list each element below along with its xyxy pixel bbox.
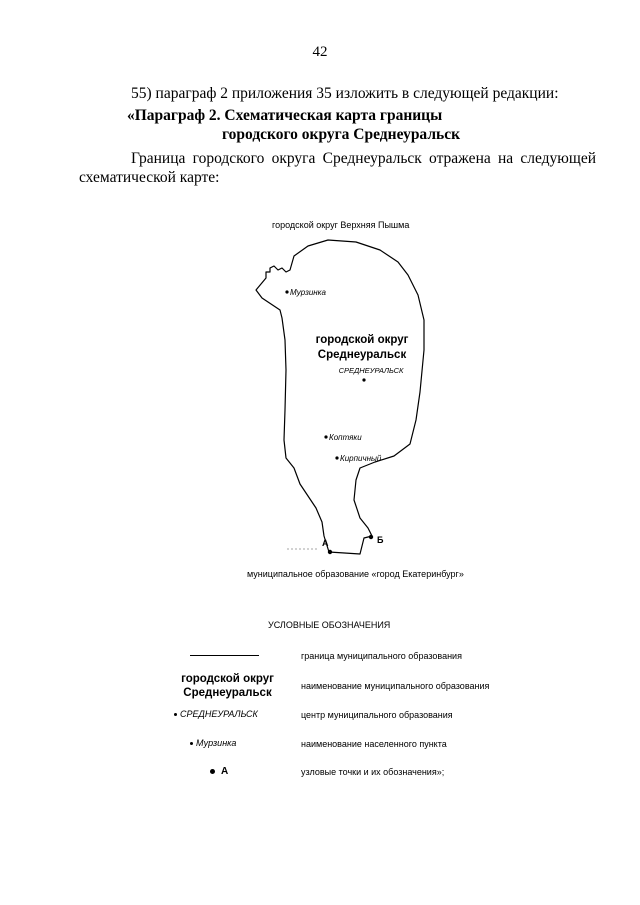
legend-title: УСЛОВНЫЕ ОБОЗНАЧЕНИЯ — [268, 620, 391, 630]
page-number: 42 — [312, 44, 328, 60]
legend-center-dot — [174, 713, 177, 716]
legend-item-center: центр муниципального образования — [301, 710, 453, 720]
neighbor-south-label: муниципальное образование «город Екатеринбург» — [247, 569, 464, 579]
legend-node-label: А — [221, 766, 229, 777]
node-label-b: Б — [377, 535, 384, 545]
district-boundary — [256, 240, 424, 554]
center-label: СРЕДНЕУРАЛЬСК — [338, 366, 404, 375]
legend-node-dot — [210, 769, 215, 774]
legend-settlement-label: Мурзинка — [196, 738, 237, 748]
legend-district-name-line-1: городской округ — [181, 673, 274, 685]
node-label-a: А — [322, 538, 329, 548]
legend-settlement-symbol — [190, 738, 236, 748]
settlement-label-koptyaki: Коптяки — [329, 433, 362, 442]
district-name-line-2: Среднеуральск — [317, 349, 407, 361]
amendment-item-text: 55) параграф 2 приложения 35 изложить в следующей редакции: — [131, 85, 559, 102]
center-dot — [362, 378, 365, 381]
node-point-a — [328, 550, 332, 554]
legend-item-district-name: наименование муниципального образования — [301, 681, 490, 691]
section-heading-line-1: «Параграф 2. Схематическая карта границы — [127, 107, 443, 124]
section-heading-line-2: городского округа Среднеуральск — [222, 126, 461, 143]
legend-node-symbol — [210, 766, 228, 777]
paragraph-line-2: схематической карте: — [79, 169, 220, 186]
settlement-dot-kirpichny — [335, 456, 338, 459]
legend-district-name-symbol — [170, 672, 285, 700]
settlement-label-kirpichny: Кирпичный — [340, 454, 382, 463]
legend-district-name-line-2: Среднеуральск — [183, 687, 272, 699]
settlement-label-murzinka: Мурзинка — [290, 288, 326, 297]
paragraph-line-1: Граница городского округа Среднеуральск отражена на следующей — [131, 150, 596, 167]
legend-item-settlement: наименование населенного пункта — [301, 739, 447, 749]
district-name-line-1: городской округ — [315, 334, 409, 346]
legend-settlement-dot — [190, 742, 193, 745]
legend-center-symbol — [174, 709, 258, 719]
node-point-b — [369, 535, 373, 539]
legend-center-label: СРЕДНЕУРАЛЬСК — [180, 709, 258, 719]
settlement-dot-koptyaki — [324, 435, 327, 438]
settlement-dot-murzinka — [285, 290, 288, 293]
legend-item-node: узловые точки и их обозначения»; — [301, 767, 445, 777]
neighbor-north-label: городской округ Верхняя Пышма — [272, 220, 410, 230]
legend-boundary-line-symbol — [190, 655, 259, 656]
legend-item-boundary: граница муниципального образования — [301, 651, 462, 661]
